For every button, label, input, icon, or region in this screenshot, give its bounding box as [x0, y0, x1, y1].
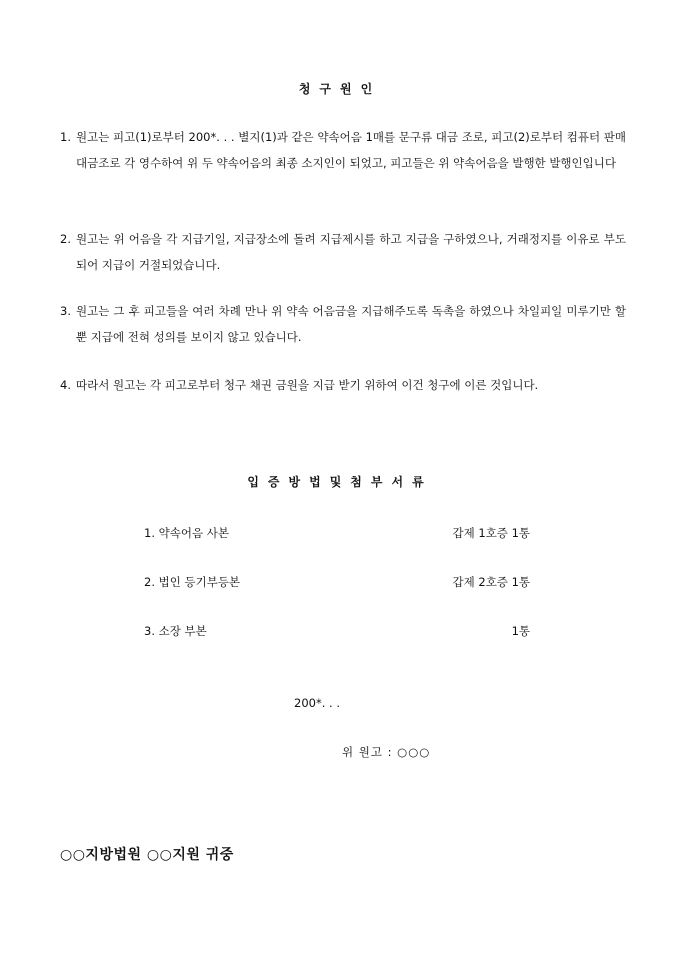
- attachment-name: 2. 법인 등기부등본: [144, 575, 241, 589]
- plaintiff-signature-line: 위 원고 : ○○○: [342, 745, 431, 759]
- claim-number: 1.: [60, 130, 71, 144]
- section-title-claim-cause: 청구원인: [298, 82, 382, 96]
- attachment-reference: 갑제 2호증 1통: [452, 575, 530, 589]
- claim-text: 원고는 피고(1)로부터 200*. . . 별지(1)과 같은 약속어음 1매를 문구류 대금 조로, 피고(2)로부터 컴퓨터 판매대금조로 각 영수하여 위 두 약속어음의 최종 소지인이 되었고, 피고들은 위 약속어음을 발행한 발행인입니다: [76, 130, 626, 170]
- attachment-name: 3. 소장 부본: [144, 624, 207, 638]
- claim-number: 4.: [60, 378, 71, 392]
- claim-text: 원고는 그 후 피고들을 여러 차례 만나 위 약속 어음금을 지급해주도록 독촉을 하였으나 차일피일 미루기만 할 뿐 지급에 전혀 성의를 보이지 않고 있습니다.: [76, 304, 626, 344]
- claim-item-2: [60, 226, 626, 278]
- claim-number: 3.: [60, 304, 71, 318]
- attachment-row-2: [144, 572, 530, 592]
- attachment-name: 1. 약속어음 사본: [144, 526, 229, 540]
- claim-item-1: [60, 124, 626, 176]
- court-addressee: ○○지방법원 ○○지원 귀중: [60, 847, 234, 863]
- claim-text: 원고는 위 어음을 각 지급기일, 지급장소에 돌려 지급제시를 하고 지급을 구하였으나, 거래정지를 이유로 부도 되어 지급이 거절되었습니다.: [76, 232, 626, 272]
- claim-number: 2.: [60, 232, 71, 246]
- attachment-reference: 1통: [511, 624, 530, 638]
- claim-item-4: [60, 372, 626, 398]
- claim-item-3: [60, 298, 626, 350]
- attachment-reference: 갑제 1호증 1통: [452, 526, 530, 540]
- filing-date: 200*. . .: [294, 696, 340, 710]
- attachment-row-3: [144, 621, 530, 641]
- claim-text: 따라서 원고는 각 피고로부터 청구 채권 금원을 지급 받기 위하여 이건 청구에 이른 것입니다.: [76, 378, 539, 392]
- attachment-row-1: [144, 523, 530, 543]
- section-title-evidence: 입증방법및첨부서류: [247, 475, 433, 489]
